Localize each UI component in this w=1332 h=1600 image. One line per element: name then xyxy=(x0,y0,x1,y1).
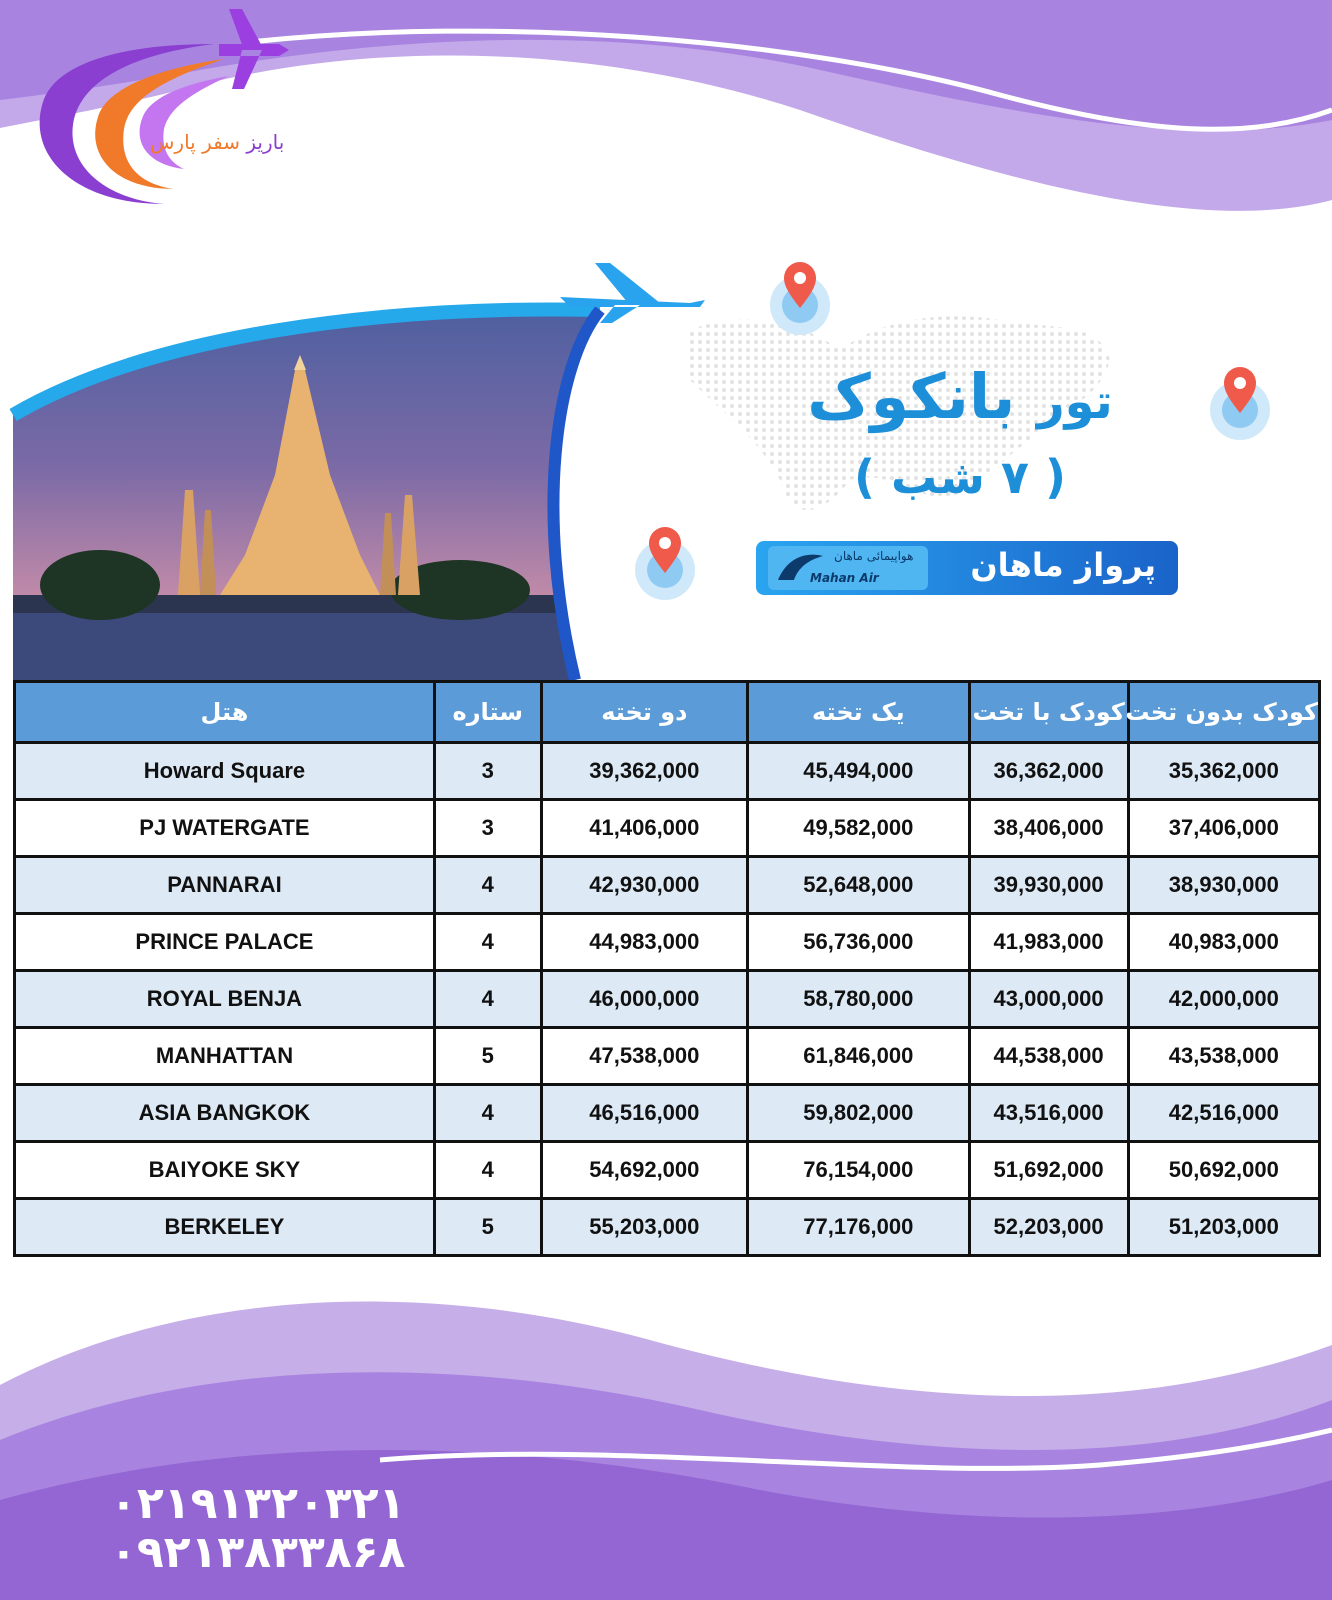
price-single: 45,494,000 xyxy=(748,743,970,800)
table-row xyxy=(15,1085,1320,1142)
price-double: 41,406,000 xyxy=(541,800,747,857)
price-double: 44,983,000 xyxy=(541,914,747,971)
price-child-with-bed: 39,930,000 xyxy=(969,857,1128,914)
table-row xyxy=(15,800,1320,857)
map-pin-icon xyxy=(630,525,700,605)
hotel-stars: 4 xyxy=(434,1085,541,1142)
price-double: 47,538,000 xyxy=(541,1028,747,1085)
header-child-with-bed: کودک با تخت xyxy=(969,682,1128,743)
flight-label: پرواز ماهان xyxy=(970,546,1156,584)
price-child-no-bed: 40,983,000 xyxy=(1128,914,1319,971)
header-double: دو تخته xyxy=(541,682,747,743)
hotel-name: PANNARAI xyxy=(15,857,435,914)
hero-temple-image xyxy=(0,255,720,680)
price-double: 55,203,000 xyxy=(541,1199,747,1256)
phone-number-1[interactable]: ۰۲۱۹۱۳۲۰۳۲۱ xyxy=(110,1478,406,1529)
price-single: 77,176,000 xyxy=(748,1199,970,1256)
table-row xyxy=(15,971,1320,1028)
hotel-stars: 4 xyxy=(434,1142,541,1199)
table-row xyxy=(15,1199,1320,1256)
price-child-no-bed: 37,406,000 xyxy=(1128,800,1319,857)
brand-word-1: باریز xyxy=(246,130,285,154)
price-double: 46,000,000 xyxy=(541,971,747,1028)
price-child-with-bed: 43,516,000 xyxy=(969,1085,1128,1142)
hotel-stars: 4 xyxy=(434,971,541,1028)
price-child-with-bed: 36,362,000 xyxy=(969,743,1128,800)
price-single: 56,736,000 xyxy=(748,914,970,971)
hotel-name: PJ WATERGATE xyxy=(15,800,435,857)
price-double: 42,930,000 xyxy=(541,857,747,914)
brand-word-2: سفر پارس xyxy=(150,130,240,154)
flight-banner xyxy=(756,541,1178,595)
airline-name: Mahan Air xyxy=(810,571,879,585)
tour-title xyxy=(770,360,1150,433)
airline-name-fa: هواپیمائی ماهان xyxy=(834,549,914,563)
header-single: یک تخته xyxy=(748,682,970,743)
price-double: 54,692,000 xyxy=(541,1142,747,1199)
price-single: 52,648,000 xyxy=(748,857,970,914)
price-child-no-bed: 42,516,000 xyxy=(1128,1085,1319,1142)
hotel-stars: 4 xyxy=(434,914,541,971)
table-row xyxy=(15,1142,1320,1199)
hotel-stars: 3 xyxy=(434,800,541,857)
hotel-name: MANHATTAN xyxy=(15,1028,435,1085)
price-child-no-bed: 51,203,000 xyxy=(1128,1199,1319,1256)
price-child-with-bed: 43,000,000 xyxy=(969,971,1128,1028)
price-single: 58,780,000 xyxy=(748,971,970,1028)
price-child-with-bed: 52,203,000 xyxy=(969,1199,1128,1256)
price-single: 76,154,000 xyxy=(748,1142,970,1199)
price-double: 39,362,000 xyxy=(541,743,747,800)
price-double: 46,516,000 xyxy=(541,1085,747,1142)
price-child-with-bed: 51,692,000 xyxy=(969,1142,1128,1199)
price-single: 49,582,000 xyxy=(748,800,970,857)
price-child-with-bed: 41,983,000 xyxy=(969,914,1128,971)
price-child-no-bed: 42,000,000 xyxy=(1128,971,1319,1028)
table-row xyxy=(15,857,1320,914)
table-header-row xyxy=(15,682,1320,743)
hotel-name: ASIA BANGKOK xyxy=(15,1085,435,1142)
hotel-name: ROYAL BENJA xyxy=(15,971,435,1028)
header-stars: ستاره xyxy=(434,682,541,743)
price-child-with-bed: 38,406,000 xyxy=(969,800,1128,857)
price-child-no-bed: 43,538,000 xyxy=(1128,1028,1319,1085)
phone-number-2[interactable]: ۰۹۲۱۳۸۳۳۸۶۸ xyxy=(110,1527,406,1578)
tour-title-prefix: تور xyxy=(1037,374,1113,430)
price-child-with-bed: 44,538,000 xyxy=(969,1028,1128,1085)
hotel-name: Howard Square xyxy=(15,743,435,800)
price-single: 59,802,000 xyxy=(748,1085,970,1142)
table-row xyxy=(15,1028,1320,1085)
hotel-name: BAIYOKE SKY xyxy=(15,1142,435,1199)
hotel-stars: 5 xyxy=(434,1199,541,1256)
price-child-no-bed: 35,362,000 xyxy=(1128,743,1319,800)
hotel-stars: 5 xyxy=(434,1028,541,1085)
price-child-no-bed: 38,930,000 xyxy=(1128,857,1319,914)
hotel-stars: 3 xyxy=(434,743,541,800)
hotel-name: PRINCE PALACE xyxy=(15,914,435,971)
header-hotel: هتل xyxy=(15,682,435,743)
price-single: 61,846,000 xyxy=(748,1028,970,1085)
map-pin-icon xyxy=(765,260,835,340)
header-child-no-bed: کودک بدون تخت xyxy=(1128,682,1319,743)
table-row xyxy=(15,743,1320,800)
price-child-no-bed: 50,692,000 xyxy=(1128,1142,1319,1199)
table-row xyxy=(15,914,1320,971)
brand-name xyxy=(150,130,284,154)
price-table xyxy=(13,680,1321,1257)
logo-plane-icon xyxy=(14,4,294,219)
hotel-stars: 4 xyxy=(434,857,541,914)
tour-duration: ( ۷ شب ) xyxy=(853,450,1067,504)
hotel-name: BERKELEY xyxy=(15,1199,435,1256)
tour-title-city: بانکوک xyxy=(807,360,1016,433)
map-pin-icon xyxy=(1205,365,1275,445)
